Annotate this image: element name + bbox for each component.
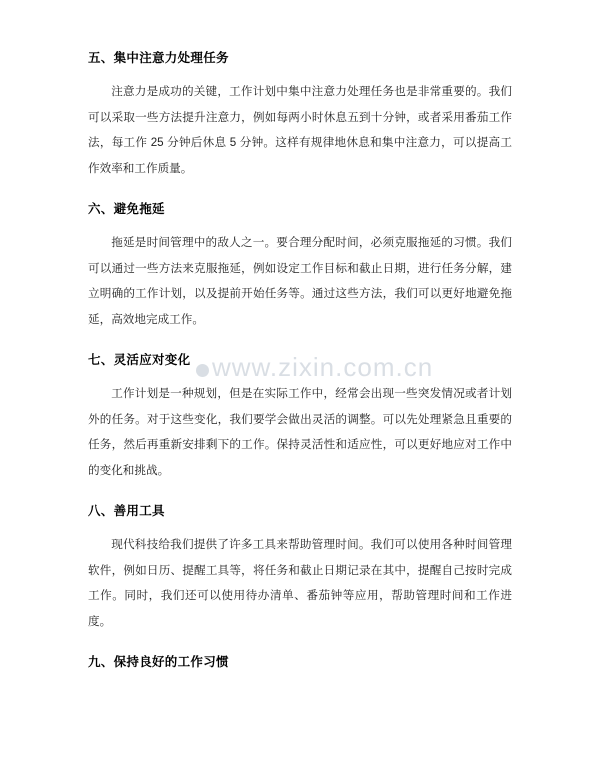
section-nine xyxy=(88,652,512,672)
section-paragraph: 注意力是成功的关键，工作计划中集中注意力处理任务也是非常重要的。我们可以采取一些方法提升注意力，例如每两小时休息五到十分钟，或者采用番茄工作法，每工作 25 分钟后休息 5 分钟。这样有规律地休息和集中注意力，可以提高工作效率和工作质量。 xyxy=(88,85,512,175)
watermark-text: www.zixin.com.cn xyxy=(212,352,434,382)
section-heading: 七、灵活应对变化 xyxy=(88,353,191,367)
section-paragraph: 拖延是时间管理中的敌人之一。要合理分配时间，必须克服拖延的习惯。我们可以通过一些方法来克服拖延，例如设定工作目标和截止日期，进行任务分解，建立明确的工作计划，以及提前开始任务等。通过这些方法，我们可以更好地避免拖延，高效地完成工作。 xyxy=(88,236,512,326)
section-heading: 八、善用工具 xyxy=(88,504,165,518)
section-heading: 五、集中注意力处理任务 xyxy=(88,51,229,65)
section-paragraph: 工作计划是一种规划，但是在实际工作中，经常会出现一些突发情况或者计划外的任务。对于这些变化，我们要学会做出灵活的调整。可以先处理紧急且重要的任务，然后再重新安排剩下的工作。保持灵活性和适应性，可以更好地应对工作中的变化和挑战。 xyxy=(88,387,512,477)
section-heading: 六、避免拖延 xyxy=(88,202,165,216)
section-five xyxy=(88,48,512,181)
section-six xyxy=(88,199,512,332)
section-eight xyxy=(88,501,512,634)
section-heading: 九、保持良好的工作习惯 xyxy=(88,655,229,669)
section-seven xyxy=(88,350,512,483)
section-paragraph: 现代科技给我们提供了许多工具来帮助管理时间。我们可以使用各种时间管理软件，例如日历、提醒工具等，将任务和截止日期记录在其中，提醒自己按时完成工作。同时，我们还可以使用待办清单、番茄钟等应用，帮助管理时间和工作进度。 xyxy=(88,538,512,628)
document-body xyxy=(88,48,512,672)
